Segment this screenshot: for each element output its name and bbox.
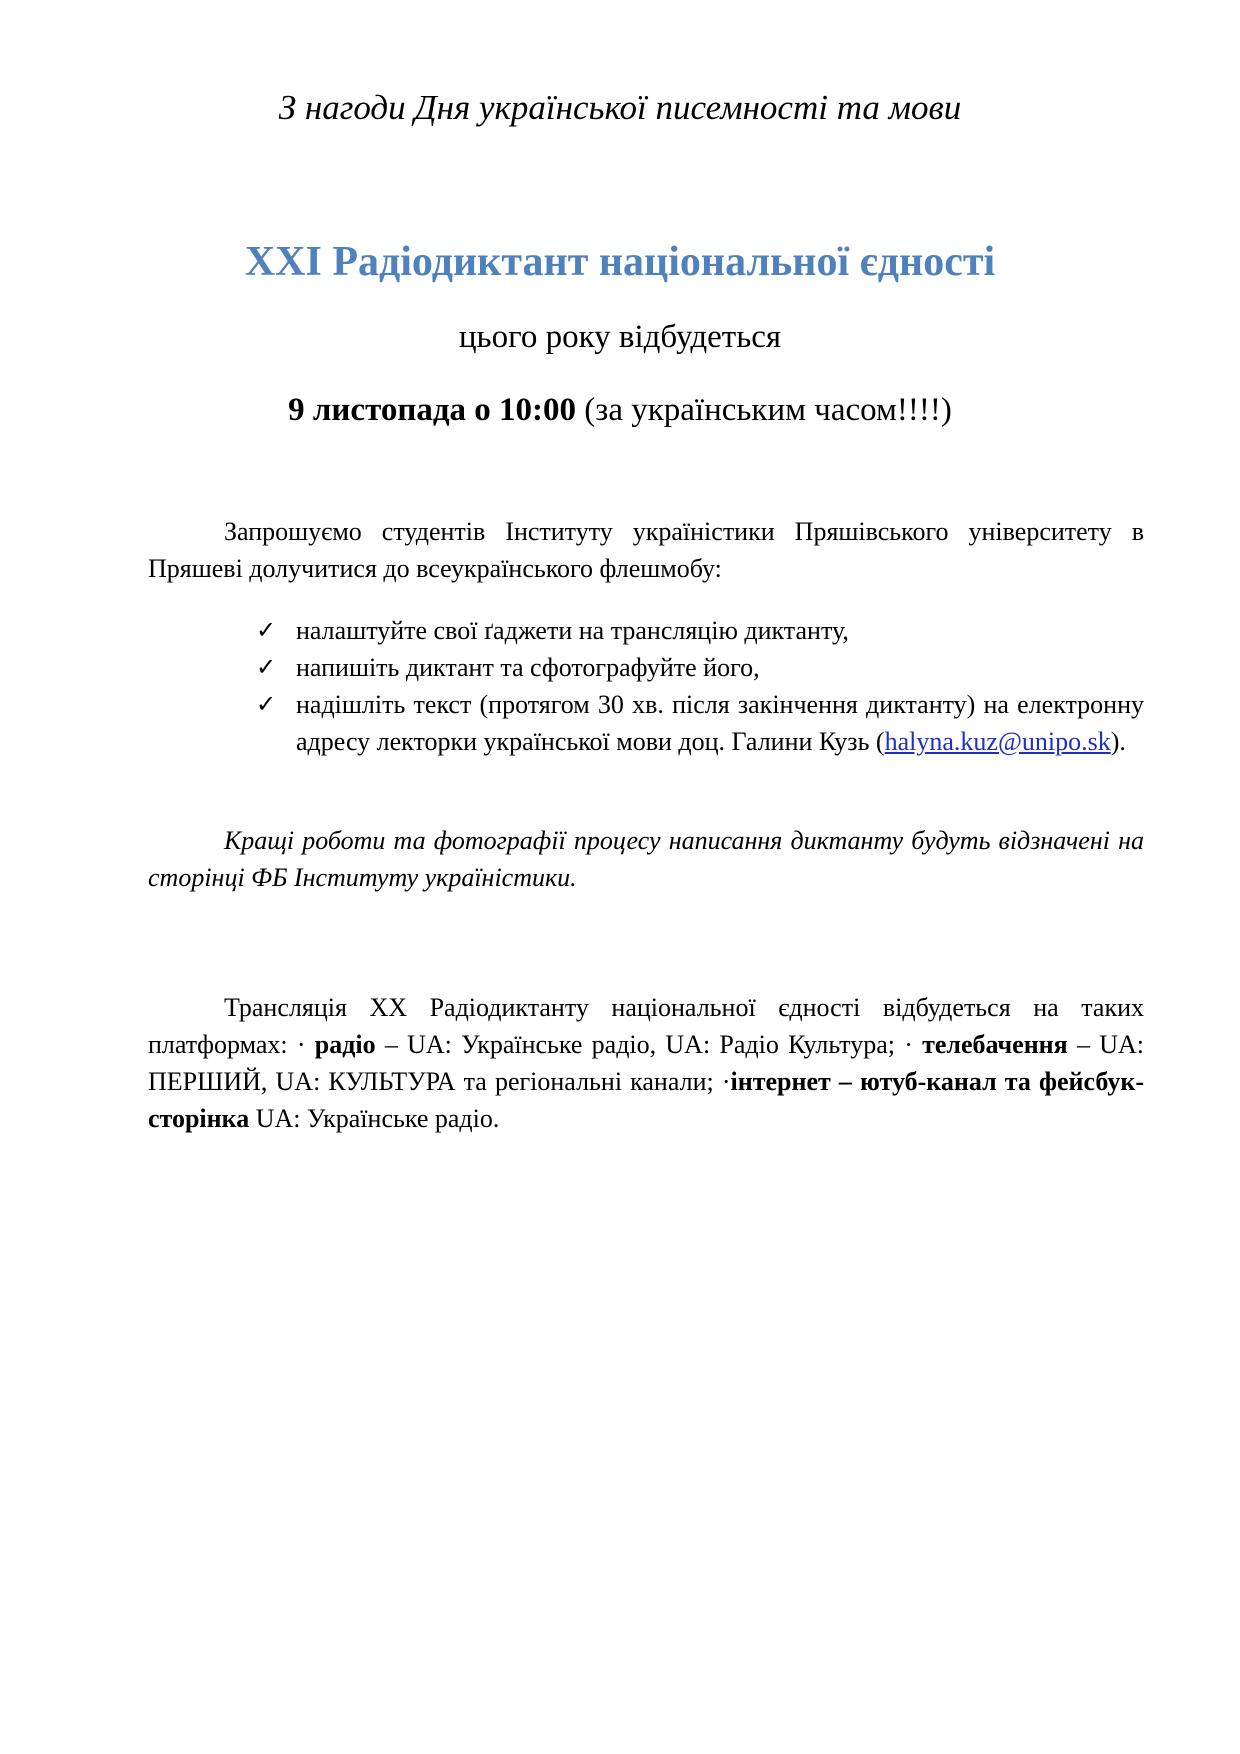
task-text: налаштуйте свої ґаджети на трансляцію диктанту,	[296, 616, 849, 645]
occasion-line: З нагоди Дня української писемності та мови	[278, 88, 962, 127]
announce-line: цього року відбудеться	[458, 319, 782, 355]
date-line	[0, 389, 1240, 431]
checkmark-icon: ✓	[256, 616, 277, 644]
list-item	[256, 612, 1144, 649]
email-link[interactable]: halyna.kuz@unipo.sk	[884, 727, 1111, 756]
platforms-text: – UA: ПЕРШИЙ, UA: КУЛЬТУРА та регіональні канали; ·	[148, 1030, 1144, 1096]
tv-label: телебачення	[922, 1030, 1068, 1059]
task-text-end: ).	[1110, 727, 1126, 756]
internet-label: інтернет – ютуб-канал та фейсбук-сторінка	[148, 1067, 1145, 1133]
list-item	[256, 686, 1144, 760]
outro-paragraph	[148, 822, 1144, 896]
event-title: XXI Радіодиктант національної єдності	[244, 239, 996, 285]
task-text: напишіть диктант та сфотографуйте його,	[296, 653, 760, 682]
platforms-text: UA: Українське радіо.	[249, 1104, 500, 1133]
invite-text: Запрошуємо студентів Інституту україністики Пряшівського університету в Пряшеві долучитися до всеукраїнського флешмобу:	[148, 517, 1144, 583]
task-list	[0, 612, 1240, 760]
radio-label: радіо	[314, 1030, 376, 1059]
outro-text: Кращі роботи та фотографії процесу написання диктанту будуть відзначені на сторінці ФБ Інституту україністики.	[148, 826, 1144, 892]
checkmark-icon: ✓	[256, 690, 277, 718]
timezone-note: (за українським часом!!!!)	[576, 392, 952, 428]
list-item	[256, 649, 1144, 686]
platforms-paragraph	[148, 989, 1144, 1137]
event-date: 9 листопада о 10:00	[288, 392, 577, 428]
invite-paragraph	[148, 513, 1144, 587]
platforms-text: – UA: Українське радіо, UA: Радіо Культура; ·	[375, 1030, 923, 1059]
task-text: надішліть текст (протягом 30 хв. після закінчення диктанту) на електронну адресу лекторки української мови доц. Галини Кузь (	[296, 690, 1144, 756]
checkmark-icon: ✓	[256, 653, 277, 681]
platforms-text: Трансляція ХХ Радіодиктанту національної єдності відбудеться на таких платформах: ·	[148, 993, 1144, 1059]
